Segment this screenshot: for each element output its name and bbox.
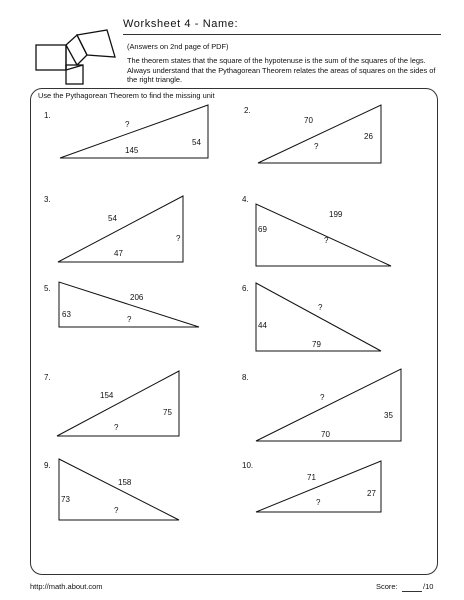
side-label: 79 <box>312 340 321 349</box>
side-label: ? <box>324 236 329 245</box>
problem-number: 7. <box>44 373 51 382</box>
problem-number: 5. <box>44 284 51 293</box>
side-label: 154 <box>100 391 114 400</box>
triangle-1 <box>60 105 210 165</box>
side-label: 27 <box>367 489 376 498</box>
triangle-6 <box>256 283 386 353</box>
answers-note: (Answers on 2nd page of PDF) <box>127 42 229 51</box>
side-label: 26 <box>364 132 373 141</box>
triangle-3 <box>58 196 188 266</box>
side-label: 44 <box>258 321 267 330</box>
side-label: 145 <box>125 146 139 155</box>
side-label: 70 <box>304 116 313 125</box>
side-label: 35 <box>384 411 393 420</box>
problem-number: 2. <box>244 106 251 115</box>
pythagoras-logo-icon <box>30 22 120 92</box>
title-underline <box>123 34 441 35</box>
triangle-5 <box>59 282 204 332</box>
side-label: ? <box>114 506 119 515</box>
triangle-2 <box>258 105 388 165</box>
side-label: ? <box>318 303 323 312</box>
side-label: 73 <box>61 495 70 504</box>
intro-text: The theorem states that the square of the hypotenuse is the sum of the squares of the legs. Always understand that the Pythagorean Theorem relates the areas of squares on the sides of the right triangle. <box>127 56 436 85</box>
problem-number: 1. <box>44 111 51 120</box>
side-label: ? <box>314 142 319 151</box>
side-label: 70 <box>321 430 330 439</box>
side-label: 47 <box>114 249 123 258</box>
side-label: ? <box>125 120 130 129</box>
side-label: 54 <box>108 214 117 223</box>
triangle-8 <box>256 369 406 444</box>
side-label: 199 <box>329 210 343 219</box>
problem-number: 10. <box>242 461 254 470</box>
side-label: 71 <box>307 473 316 482</box>
triangle-10 <box>256 461 386 516</box>
instructions: Use the Pythagorean Theorem to find the missing unit <box>38 91 215 100</box>
score-max: /10 <box>423 582 434 591</box>
score-blank <box>402 591 422 592</box>
side-label: ? <box>127 315 132 324</box>
side-label: ? <box>114 423 119 432</box>
problem-number: 4. <box>242 195 249 204</box>
problem-number: 8. <box>242 373 249 382</box>
problem-number: 6. <box>242 284 249 293</box>
side-label: 54 <box>192 138 201 147</box>
side-label: 63 <box>62 310 71 319</box>
side-label: ? <box>316 498 321 507</box>
side-label: 69 <box>258 225 267 234</box>
score-label: Score: <box>376 582 398 591</box>
side-label: ? <box>176 234 181 243</box>
problem-number: 9. <box>44 461 51 470</box>
side-label: 206 <box>130 293 144 302</box>
problem-number: 3. <box>44 195 51 204</box>
triangle-4 <box>256 204 396 269</box>
side-label: 75 <box>163 408 172 417</box>
worksheet-title: Worksheet 4 - Name: <box>123 18 239 30</box>
triangle-7 <box>57 371 187 441</box>
side-label: 158 <box>118 478 132 487</box>
footer-url: http://math.about.com <box>30 582 103 591</box>
triangle-9 <box>59 459 184 524</box>
side-label: ? <box>320 393 325 402</box>
